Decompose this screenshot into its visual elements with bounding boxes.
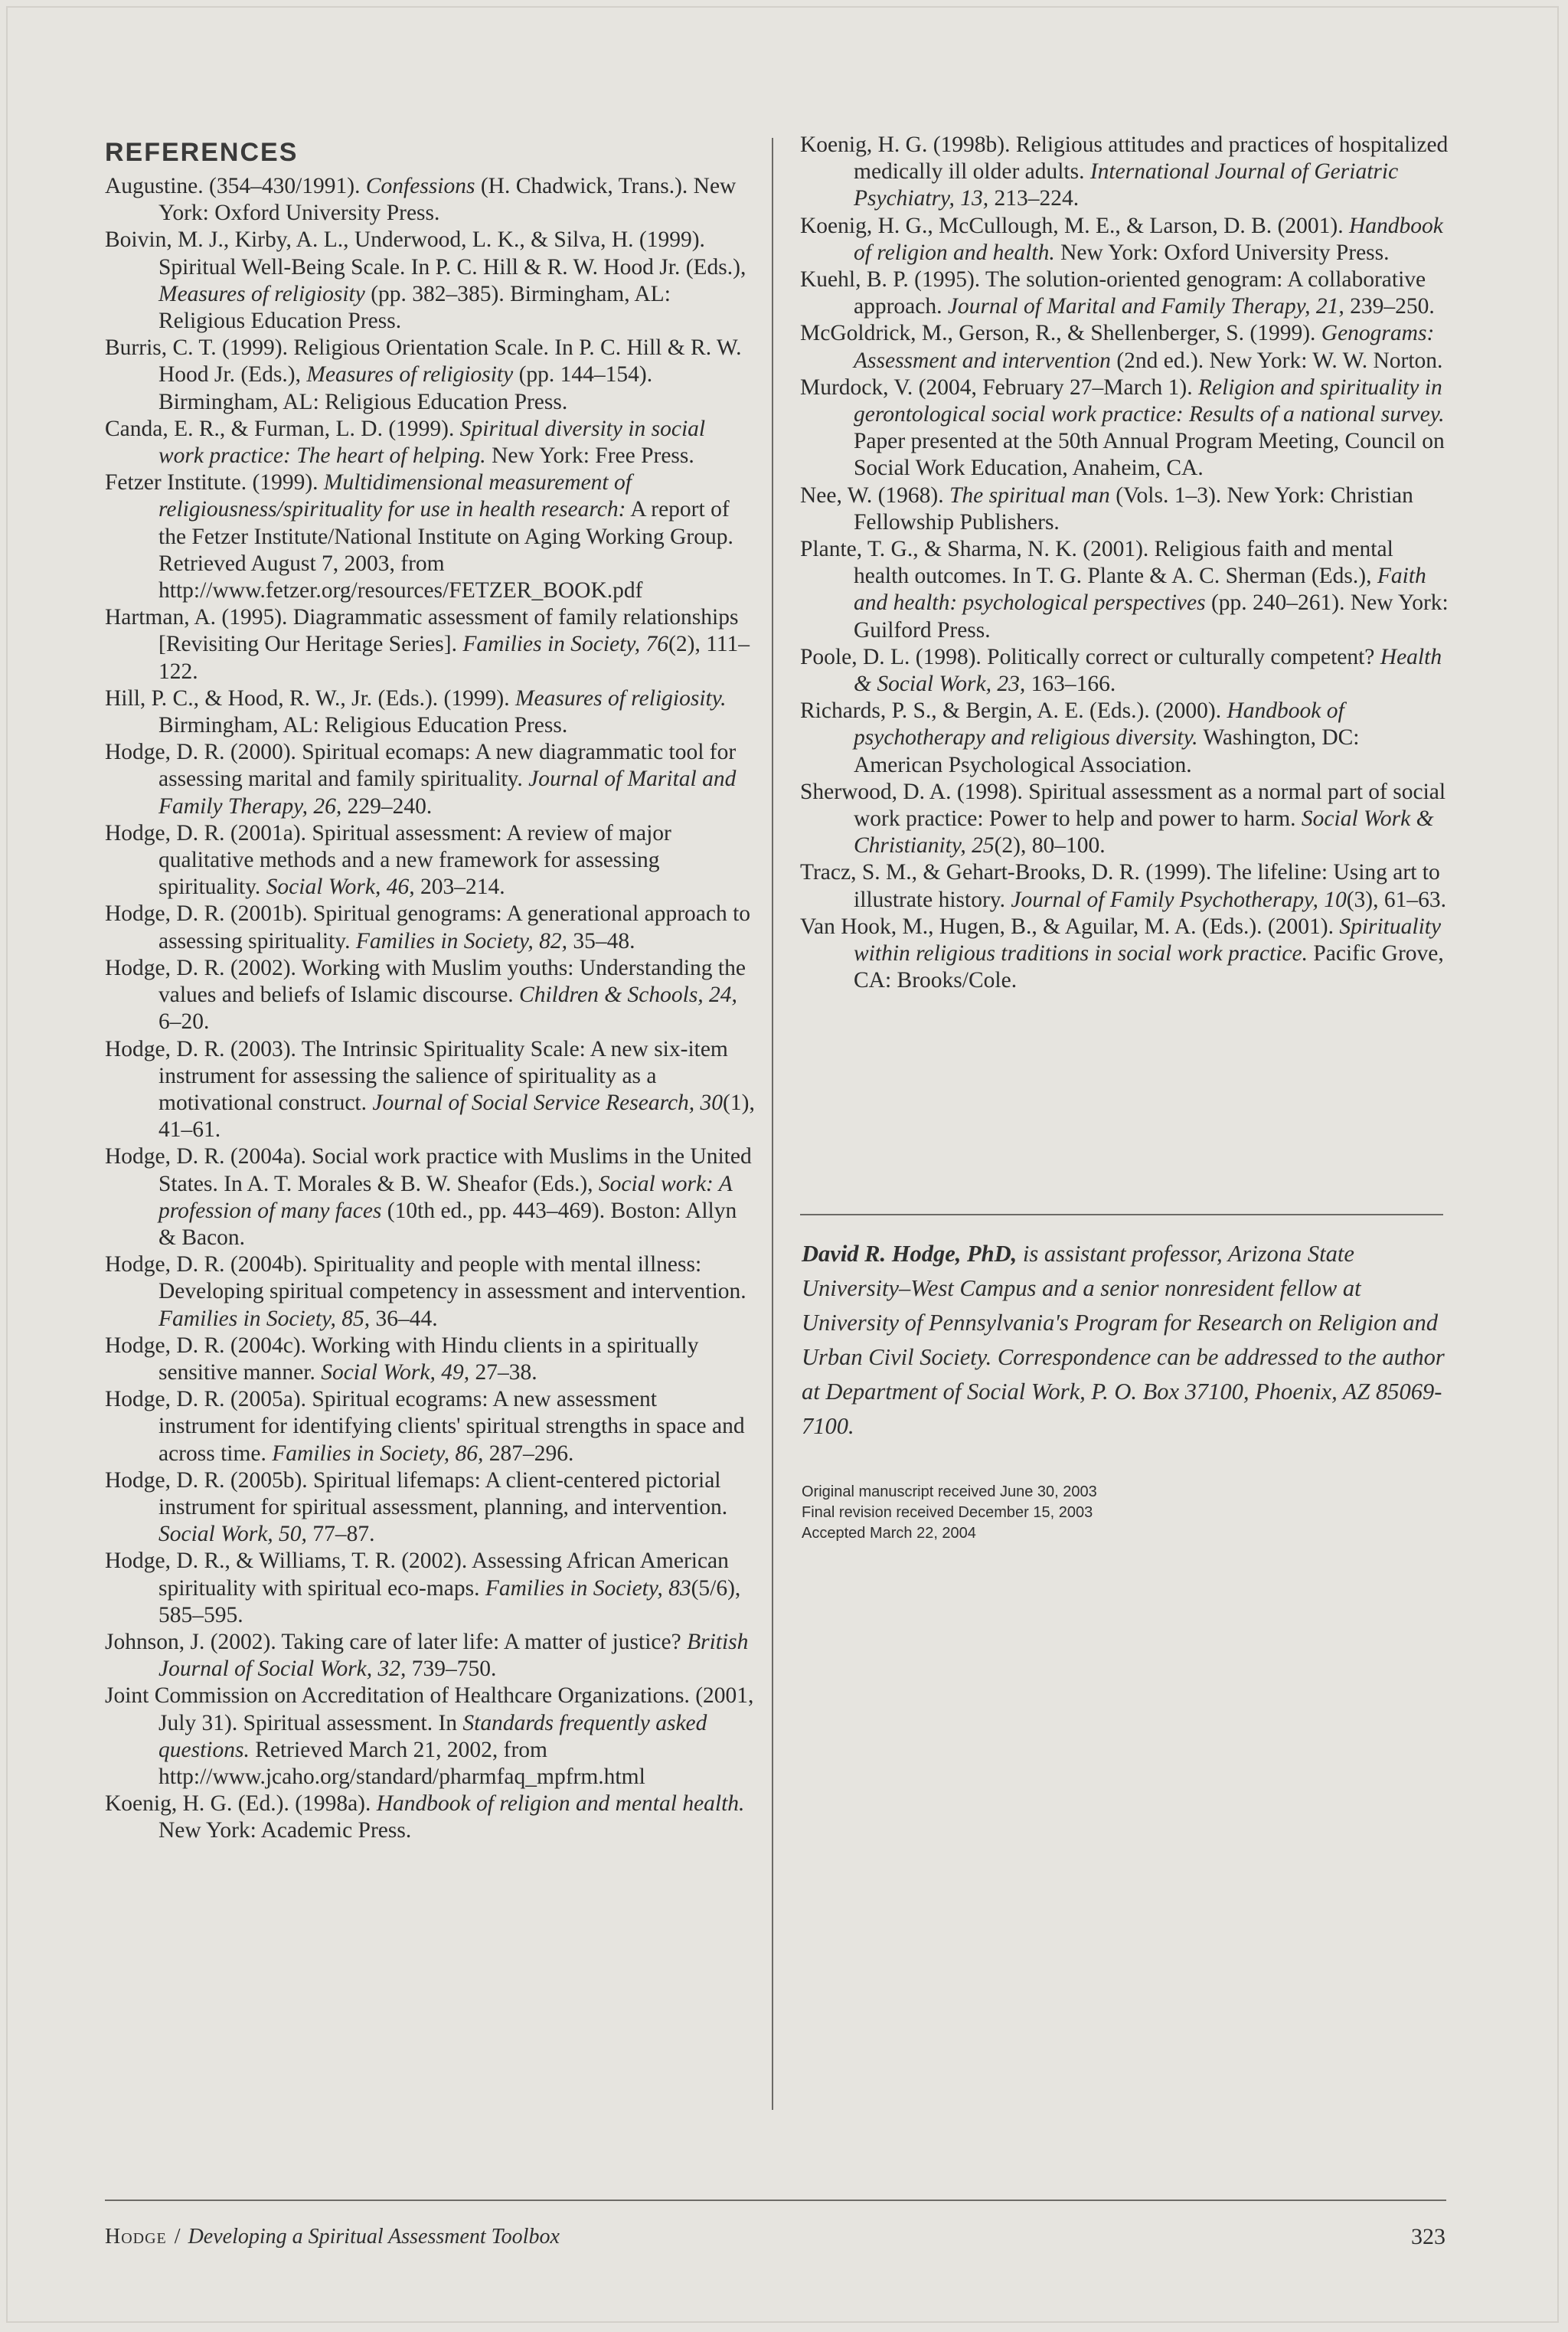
reference-entry: [105, 335, 756, 416]
reference-text: Hodge, D. R. (2001b). Spiritual genograms: A generational approach to assessing spirituality.: [105, 901, 751, 953]
reference-text: (pp. 382–385). Birmingham, AL: Religious Education Press.: [158, 281, 671, 334]
reference-entry: [105, 1467, 756, 1549]
reference-title: Health & Social Work, 23,: [854, 644, 1442, 697]
reference-entry: [800, 320, 1451, 374]
reference-text: (pp. 240–261). New York: Guilford Press.: [854, 590, 1449, 643]
reference-entry: [105, 1251, 756, 1333]
reference-text: 36–44.: [370, 1306, 438, 1331]
reference-entry: [105, 739, 756, 820]
manuscript-revised: Final revision received December 15, 2003: [802, 1504, 1093, 1521]
reference-title: Multidimensional measurement of religiousness/spirituality for use in health research:: [158, 470, 632, 522]
reference-title: The spiritual man: [949, 482, 1110, 508]
reference-entry: [800, 859, 1451, 913]
references-column-left: [105, 136, 756, 1845]
reference-text: 229–240.: [341, 793, 433, 819]
column-divider: [772, 138, 773, 2110]
reference-title: International Journal of Geriatric Psychiatry, 13,: [854, 159, 1399, 211]
reference-entry: [105, 955, 756, 1036]
reference-text: Nee, W. (1968).: [800, 482, 949, 508]
reference-title: British Journal of Social Work, 32,: [158, 1629, 749, 1682]
reference-text: Hodge, D. R. (2003). The Intrinsic Spirituality Scale: A new six-item instrument for assessing the salience of spirituality as a motivational construct.: [105, 1036, 728, 1115]
footer-author: Hodge: [105, 2225, 167, 2249]
footer-divider: [105, 2200, 1446, 2201]
reference-entry: [800, 644, 1451, 698]
reference-entry: [105, 1036, 756, 1144]
reference-text: 239–250.: [1344, 294, 1435, 319]
reference-entry: [105, 1333, 756, 1386]
reference-text: 77–87.: [306, 1522, 375, 1547]
reference-text: Hodge, D. R. (2004c). Working with Hindu clients in a spiritually sensitive manner.: [105, 1333, 699, 1385]
reference-text: Van Hook, M., Hugen, B., & Aguilar, M. A. (Eds.). (2001).: [800, 914, 1340, 939]
reference-entry: [800, 698, 1451, 779]
reference-title: Families in Society, 85,: [158, 1306, 371, 1331]
reference-text: Kuehl, B. P. (1995). The solution-oriented genogram: A collaborative approach.: [800, 267, 1426, 319]
reference-text: Richards, P. S., & Bergin, A. E. (Eds.). (2000).: [800, 698, 1227, 724]
reference-title: Social Work, 46,: [266, 875, 415, 900]
reference-entry: [105, 604, 756, 685]
reference-text: (Vols. 1–3). New York: Christian Fellowship Publishers.: [854, 482, 1413, 535]
reference-text: New York: Academic Press.: [158, 1818, 412, 1843]
reference-list-left: [105, 173, 756, 1845]
page-number: 323: [1411, 2224, 1446, 2249]
reference-text: Boivin, M. J., Kirby, A. L., Underwood, L. K., & Silva, H. (1999). Spiritual Well-Being Scale. In P. C. Hill & R. W. Hood Jr. (Eds.),: [105, 227, 746, 280]
reference-title: Families in Society, 83: [485, 1575, 691, 1601]
reference-entry: [800, 132, 1451, 213]
reference-title: Journal of Social Service Research, 30: [372, 1090, 724, 1115]
reference-title: Families in Society, 86,: [272, 1441, 484, 1466]
reference-text: (pp. 144–154). Birmingham, AL: Religious Education Press.: [158, 362, 653, 414]
reference-text: A report of the Fetzer Institute/National Institute on Aging Working Group. Retrieved August 7, 2003, from http://www.fetzer.org/resources/FETZER_BOOK.pdf: [158, 497, 733, 603]
reference-title: Religion and spirituality in gerontological social work practice: Results of a national survey.: [854, 374, 1445, 427]
reference-entry: [105, 416, 756, 469]
reference-text: New York: Free Press.: [485, 443, 694, 469]
reference-text: Hodge, D. R. (2001a). Spiritual assessment: A review of major qualitative methods and a new framework for assessing spirituality.: [105, 820, 671, 900]
reference-text: (2nd ed.). New York: W. W. Norton.: [1110, 348, 1443, 373]
reference-text: (3), 61–63.: [1346, 887, 1446, 912]
reference-text: Birmingham, AL: Religious Education Press.: [158, 713, 568, 738]
reference-text: Augustine. (354–430/1991).: [105, 174, 366, 198]
reference-text: 35–48.: [567, 928, 635, 953]
reference-text: (5/6), 585–595.: [158, 1575, 741, 1627]
reference-title: Measures of religiosity: [158, 281, 365, 306]
reference-list-right: [800, 132, 1451, 995]
reference-text: Hodge, D. R. (2002). Working with Muslim youths: Understanding the values and beliefs of Islamic discourse.: [105, 955, 746, 1008]
reference-title: Journal of Marital and Family Therapy, 26,: [158, 767, 737, 819]
reference-title: Spirituality within religious traditions in social work practice.: [854, 914, 1442, 966]
reference-text: (10th ed., pp. 443–469). Boston: Allyn & Bacon.: [158, 1198, 737, 1250]
references-heading: REFERENCES: [105, 138, 299, 167]
reference-text: Fetzer Institute. (1999).: [105, 470, 324, 496]
reference-entry: [105, 1386, 756, 1467]
reference-entry: [800, 374, 1451, 482]
reference-entry: [105, 173, 756, 227]
reference-text: Hodge, D. R. (2000). Spiritual ecomaps: A new diagrammatic tool for assessing marital and family spirituality.: [105, 740, 737, 792]
footer-title: Developing a Spiritual Assessment Toolbox: [188, 2225, 560, 2249]
reference-text: McGoldrick, M., Gerson, R., & Shellenberger, S. (1999).: [800, 321, 1321, 346]
bio-divider: [800, 1214, 1443, 1215]
reference-title: Social work: A profession of many faces: [158, 1171, 733, 1223]
reference-title: Measures of religiosity.: [514, 685, 727, 711]
running-footer: [105, 2223, 560, 2251]
reference-title: Spiritual diversity in social work practice: The heart of helping.: [158, 416, 706, 469]
reference-title: Journal of Family Psychotherapy, 10: [1011, 887, 1347, 912]
references-column-right: [800, 132, 1451, 995]
reference-title: Handbook of religion and health.: [854, 213, 1443, 265]
reference-text: Pacific Grove, CA: Brooks/Cole.: [854, 941, 1444, 993]
reference-entry: [105, 469, 756, 604]
reference-text: Hodge, D. R. (2005a). Spiritual ecograms: A new assessment instrument for identifying clients' spiritual strengths in space and across time.: [105, 1387, 745, 1466]
reference-title: Faith and health: psychological perspectives: [854, 564, 1426, 616]
reference-text: Murdock, V. (2004, February 27–March 1).: [800, 374, 1198, 400]
reference-entry: [800, 213, 1451, 267]
reference-title: Confessions: [365, 174, 475, 198]
reference-entry: [800, 482, 1451, 536]
reference-title: Children & Schools, 24,: [519, 983, 737, 1008]
reference-text: 287–296.: [483, 1441, 574, 1466]
reference-text: Plante, T. G., & Sharma, N. K. (2001). Religious faith and mental health outcomes. In T. G. Plante & A. C. Sherman (Eds.),: [800, 537, 1393, 589]
manuscript-received: Original manuscript received June 30, 2003: [802, 1483, 1097, 1500]
reference-text: Koenig, H. G. (1998b). Religious attitudes and practices of hospitalized medically ill older adults.: [800, 132, 1449, 185]
reference-text: Sherwood, D. A. (1998). Spiritual assessment as a normal part of social work practice: Power to help and power to harm.: [800, 779, 1446, 832]
reference-entry: [800, 914, 1451, 995]
manuscript-accepted: Accepted March 22, 2004: [802, 1525, 976, 1542]
reference-title: Genograms: Assessment and intervention: [854, 321, 1435, 373]
reference-text: Tracz, S. M., & Gehart-Brooks, D. R. (1999). The lifeline: Using art to illustrate history.: [800, 860, 1440, 912]
reference-text: 739–750.: [406, 1657, 497, 1682]
reference-text: Joint Commission on Accreditation of Healthcare Organizations. (2001, July 31). Spiritual assessment. In: [105, 1683, 754, 1735]
manuscript-dates: [802, 1482, 1338, 1544]
reference-title: Families in Society, 82,: [355, 928, 567, 953]
reference-entry: [105, 227, 756, 335]
reference-text: New York: Oxford University Press.: [1054, 240, 1390, 265]
reference-title: Social Work & Christianity, 25: [854, 806, 1434, 859]
reference-text: 163–166.: [1025, 672, 1116, 697]
reference-text: (1), 41–61.: [158, 1090, 755, 1143]
reference-entry: [105, 901, 756, 954]
reference-entry: [800, 536, 1451, 644]
reference-title: Standards frequently asked questions.: [158, 1710, 707, 1762]
reference-text: Koenig, H. G. (Ed.). (1998a).: [105, 1791, 377, 1817]
reference-text: Hodge, D. R., & Williams, T. R. (2002). Assessing African American spirituality with spiritual eco-maps.: [105, 1549, 729, 1601]
reference-entry: [800, 267, 1451, 320]
reference-title: Families in Society, 76: [462, 632, 669, 657]
reference-text: 6–20.: [158, 1009, 210, 1035]
reference-entry: [105, 820, 756, 901]
author-bio: [802, 1237, 1445, 1444]
reference-entry: [105, 1143, 756, 1251]
author-name: David R. Hodge, PhD,: [802, 1241, 1018, 1267]
reference-title: Measures of religiosity: [306, 362, 514, 388]
reference-entry: [105, 1548, 756, 1629]
reference-title: Handbook of religion and mental health.: [376, 1791, 745, 1817]
reference-text: (2), 111–122.: [158, 632, 750, 684]
reference-text: Washington, DC: American Psychological Association.: [854, 725, 1360, 777]
reference-entry: [800, 779, 1451, 860]
reference-text: Paper presented at the 50th Annual Program Meeting, Council on Social Work Education, Anaheim, CA.: [854, 429, 1445, 481]
footer-slash: /: [174, 2225, 181, 2249]
reference-entry: [105, 685, 756, 739]
reference-text: Canda, E. R., & Furman, L. D. (1999).: [105, 416, 460, 441]
reference-text: Hill, P. C., & Hood, R. W., Jr. (Eds.). (1999).: [105, 685, 515, 711]
reference-title: Handbook of psychotherapy and religious diversity.: [854, 698, 1344, 751]
reference-text: Hartman, A. (1995). Diagrammatic assessment of family relationships [Revisiting Our Heritage Series].: [105, 605, 739, 657]
reference-text: Johnson, J. (2002). Taking care of later life: A matter of justice?: [105, 1629, 688, 1654]
reference-text: Poole, D. L. (1998). Politically correct or culturally competent?: [800, 644, 1380, 669]
reference-text: 213–224.: [988, 186, 1080, 211]
reference-text: Retrieved March 21, 2002, from http://www.jcaho.org/standard/pharmfaq_mpfrm.html: [158, 1737, 645, 1789]
reference-text: Hodge, D. R. (2004a). Social work practice with Muslims in the United States. In A. T. Morales & B. W. Sheafor (Eds.),: [105, 1144, 752, 1196]
reference-text: Koenig, H. G., McCullough, M. E., & Larson, D. B. (2001).: [800, 213, 1349, 238]
reference-entry: [105, 1683, 756, 1791]
reference-text: 203–214.: [414, 875, 505, 900]
reference-entry: [105, 1629, 756, 1683]
reference-text: 27–38.: [469, 1359, 537, 1385]
reference-text: Hodge, D. R. (2004b). Spirituality and people with mental illness: Developing spiritual competency in assessment and intervention.: [105, 1252, 746, 1304]
reference-entry: [105, 1791, 756, 1844]
reference-text: (H. Chadwick, Trans.). New York: Oxford University Press.: [158, 174, 737, 226]
reference-text: Hodge, D. R. (2005b). Spiritual lifemaps: A client-centered pictorial instrument for spiritual assessment, planning, and intervention.: [105, 1467, 728, 1519]
reference-text: (2), 80–100.: [994, 833, 1106, 859]
reference-title: Social Work, 50,: [158, 1522, 307, 1547]
reference-title: Journal of Marital and Family Therapy, 21,: [947, 294, 1344, 319]
reference-title: Social Work, 49,: [321, 1359, 470, 1385]
reference-text: Burris, C. T. (1999). Religious Orientation Scale. In P. C. Hill & R. W. Hood Jr. (Eds.),: [105, 335, 742, 388]
author-bio-text: is assistant professor, Arizona State University–West Campus and a senior nonresident fellow at University of Pennsylvania's Program for Research on Religion and Urban Civil Society. Correspondence can be addressed to the author at Department of Social Work, P. O. Box 37100, Phoenix, AZ 85069-7100.: [802, 1241, 1445, 1439]
